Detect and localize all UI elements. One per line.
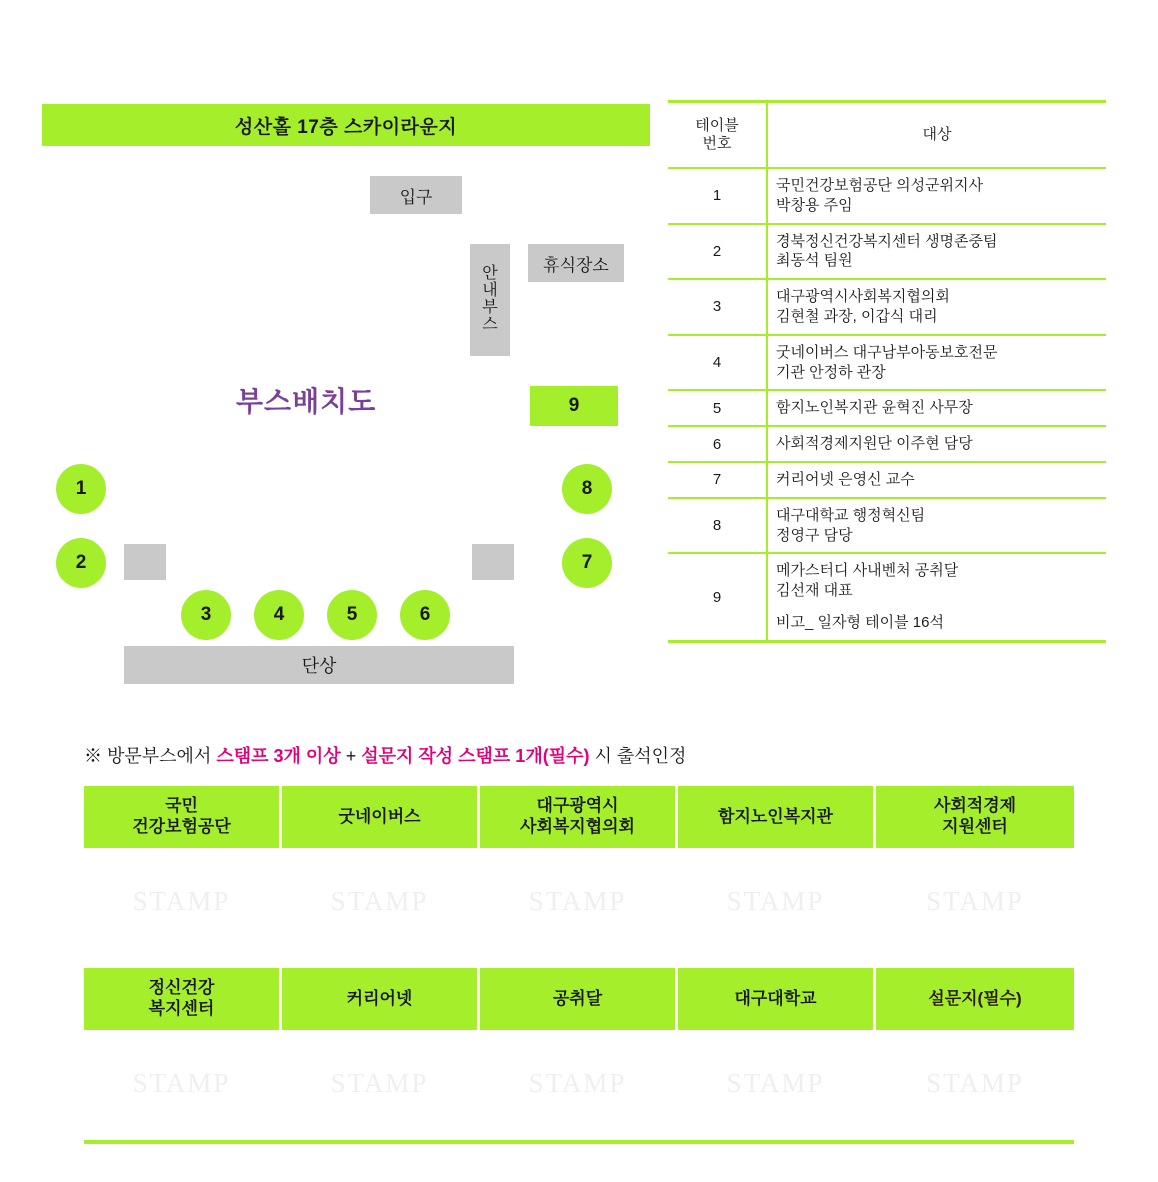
booth-table-wrap xyxy=(668,100,1106,643)
row-target xyxy=(767,498,1106,554)
row-number: 4 xyxy=(668,335,767,391)
stamp-grid xyxy=(84,786,1074,1144)
row-target-note: 비고_ 일자형 테이블 16석 xyxy=(776,613,944,631)
row-number: 2 xyxy=(668,224,767,280)
table-row xyxy=(668,426,1106,462)
stamp-label xyxy=(282,786,480,848)
stamp-label-line2: 복지센터 xyxy=(148,999,215,1018)
header-table-number-line2: 번호 xyxy=(702,135,732,152)
row-number: 3 xyxy=(668,279,767,335)
row-target: 커리어넷 은영신 교수 xyxy=(767,462,1106,498)
booth-marker-3: 3 xyxy=(181,590,231,640)
entrance-box: 입구 xyxy=(370,176,462,214)
stamp-grid-gap xyxy=(84,954,1074,968)
table-row xyxy=(668,168,1106,224)
header-table-number xyxy=(668,102,767,169)
stamp-label-line2: 건강보험공단 xyxy=(132,817,231,836)
booth-marker-8: 8 xyxy=(562,464,612,514)
stamp-label xyxy=(876,786,1074,848)
row-target-line1: 대구광역시사회복지협의회 xyxy=(776,288,950,306)
stamp-grid-baseline xyxy=(84,1140,1074,1144)
stamp-label xyxy=(282,968,480,1030)
row-target xyxy=(767,335,1106,391)
booth-marker-2: 2 xyxy=(56,538,106,588)
map-title: 부스배치도 xyxy=(236,386,377,417)
row-target xyxy=(767,279,1106,335)
row-target-line2: 기관 안정하 관장 xyxy=(776,363,886,381)
row-target xyxy=(767,224,1106,280)
row-target-line2: 김선재 대표 xyxy=(776,582,853,600)
stamp-label-line1: 커리어넷 xyxy=(346,988,413,1008)
stamp-slot[interactable]: STAMP xyxy=(480,1030,678,1136)
stamp-label xyxy=(678,968,876,1030)
row-target-line2: 정영구 담당 xyxy=(776,526,853,544)
row-target-line1: 국민건강보험공단 의성군위지사 xyxy=(776,177,984,194)
booth-marker-4: 4 xyxy=(254,590,304,640)
header-table-number-line1: 테이블 xyxy=(695,117,739,134)
notice-highlight-2: 설문지 작성 스탬프 1개(필수) xyxy=(361,746,590,766)
notice-suffix: 시 출석인정 xyxy=(589,746,687,766)
stamp-label xyxy=(84,968,282,1030)
info-booth-char-1: 안 xyxy=(482,265,498,283)
row-target-line1: 굿네이버스 대구남부아동보호전문 xyxy=(776,343,998,361)
stamp-slot[interactable]: STAMP xyxy=(678,1030,876,1136)
stamp-cell xyxy=(282,786,480,954)
booth-marker-5: 5 xyxy=(327,590,377,640)
booth-table xyxy=(668,100,1106,643)
stamp-label-line1: 설문지(필수) xyxy=(928,988,1022,1008)
row-number: 9 xyxy=(668,553,767,641)
stamp-label-line1: 굿네이버스 xyxy=(338,806,421,826)
stage-box: 단상 xyxy=(124,646,514,684)
stamp-cell xyxy=(480,786,678,954)
info-booth-char-2: 내 xyxy=(482,282,498,300)
stamp-slot[interactable]: STAMP xyxy=(84,1030,282,1136)
stamp-label-line1: 사회적경제 xyxy=(933,796,1017,816)
stamp-label xyxy=(480,786,678,848)
stamp-label xyxy=(84,786,282,848)
stamp-cell xyxy=(84,968,282,1136)
row-target: 사회적경제지원단 이주현 담당 xyxy=(767,426,1106,462)
table-row xyxy=(668,279,1106,335)
stamp-cell xyxy=(282,968,480,1136)
stamp-cell xyxy=(678,786,876,954)
stamp-cell xyxy=(84,786,282,954)
row-number: 8 xyxy=(668,498,767,554)
side-table-right xyxy=(472,544,514,580)
row-target-line1: 경북정신건강복지센터 생명존중팀 xyxy=(776,232,998,250)
stamp-slot[interactable]: STAMP xyxy=(282,848,480,954)
stamp-label-line2: 사회복지협의회 xyxy=(520,817,635,836)
stamp-label-line1: 국민 xyxy=(165,796,198,816)
stamp-cell xyxy=(678,968,876,1136)
table-header-row xyxy=(668,102,1106,169)
info-booth-char-3: 부 xyxy=(482,299,498,316)
row-target xyxy=(767,168,1106,224)
table-row xyxy=(668,335,1106,391)
stamp-notice xyxy=(84,742,686,768)
stamp-slot[interactable]: STAMP xyxy=(282,1030,480,1136)
booth-marker-1: 1 xyxy=(56,464,106,514)
stamp-cell xyxy=(876,786,1074,954)
info-booth-box xyxy=(470,244,510,356)
rest-area-box: 휴식장소 xyxy=(528,244,624,282)
notice-prefix: ※ 방문부스에서 xyxy=(84,746,217,766)
side-table-left xyxy=(124,544,166,580)
booth-marker-6: 6 xyxy=(400,590,450,640)
header-target: 대상 xyxy=(767,102,1106,169)
row-target-line2: 최동석 팀원 xyxy=(776,252,853,270)
stamp-cell xyxy=(480,968,678,1136)
stamp-label-line1: 대구대학교 xyxy=(734,988,817,1008)
stamp-label-required xyxy=(876,968,1074,1030)
row-number: 7 xyxy=(668,462,767,498)
stamp-slot[interactable]: STAMP xyxy=(84,848,282,954)
booth-marker-7: 7 xyxy=(562,538,612,588)
stamp-label-line1: 대구광역시 xyxy=(536,796,619,816)
stamp-label-line1: 함지노인복지관 xyxy=(718,806,833,826)
table-row xyxy=(668,224,1106,280)
stamp-slot[interactable]: STAMP xyxy=(480,848,678,954)
row-number: 6 xyxy=(668,426,767,462)
booth-marker-9: 9 xyxy=(530,386,618,426)
stamp-label xyxy=(678,786,876,848)
table-row xyxy=(668,462,1106,498)
stamp-slot[interactable]: STAMP xyxy=(926,1067,1024,1098)
booth-table-body xyxy=(668,168,1106,641)
row-target: 함지노인복지관 윤혁진 사무장 xyxy=(767,390,1106,426)
notice-highlight-1: 스탬프 3개 이상 xyxy=(216,746,341,766)
stamp-label-line1: 정신건강 xyxy=(148,978,215,998)
stamp-cell xyxy=(876,968,1074,1136)
stamp-slot[interactable]: STAMP xyxy=(926,885,1024,916)
stamp-header-row-2 xyxy=(84,968,1074,1136)
stamp-slot[interactable]: STAMP xyxy=(678,848,876,954)
row-number: 1 xyxy=(668,168,767,224)
table-row xyxy=(668,553,1106,641)
row-target-line2: 김현철 과장, 이갑식 대리 xyxy=(776,307,938,325)
table-row xyxy=(668,498,1106,554)
stamp-label-line2: 지원센터 xyxy=(942,817,1008,836)
row-target-line2: 박창용 주임 xyxy=(776,196,853,214)
venue-banner: 성산홀 17층 스카이라운지 xyxy=(42,104,650,146)
booth-table-head xyxy=(668,102,1106,169)
notice-middle: + xyxy=(340,746,362,766)
row-target xyxy=(767,553,1106,641)
row-number: 5 xyxy=(668,390,767,426)
stamp-label xyxy=(480,968,678,1030)
stamp-label-line1: 공취달 xyxy=(552,988,603,1008)
table-row xyxy=(668,390,1106,426)
row-target-line1: 대구대학교 행정혁신팀 xyxy=(776,506,926,524)
row-target-line1: 메가스터디 사내벤처 공취달 xyxy=(776,562,959,580)
stamp-header-row-1 xyxy=(84,786,1074,954)
info-booth-char-4: 스 xyxy=(482,315,498,333)
